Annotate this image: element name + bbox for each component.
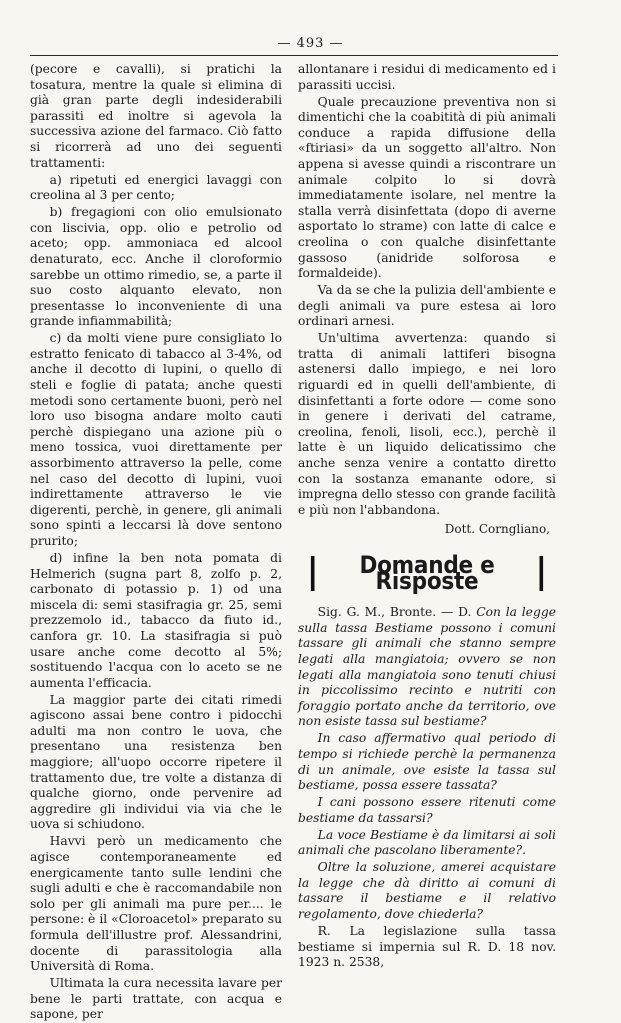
paragraph: d) infine la ben nota pomata di Helmerich (sugna part 8, zolfo p. 2, carbonato di potassio p. 1) od una miscela di: semi stasifragia gr. 25, semi prezzemolo id., tabacco da fiuto id., canfora gr. 10. La stasifragia si può usare anche come decotto al 5%; sostituendo l'acqua con lo aceto se ne aumenta l'efficacia.	[30, 550, 282, 690]
paragraph: Un'ultima avvertenza: quando si tratta di animali lattiferi bisogna astenersi dallo impiego, e nei loro riguardi ed in quelli dell'ambiente, di disinfettanti a forte odore — come sono in genere i derivati del catrame, creolina, fenoli, lisoli, ecc.), perchè il latte è un liquido delicatissimo che anche senza venire a contatto diretto con la sostanza emanante odore, si impregna dello stesso con grande facilità e più non l'abbandona.	[298, 331, 556, 517]
paragraph: allontanare i residui di medicamento ed i parassiti uccisi.	[298, 62, 556, 92]
qa-question: Con la legge sulla tassa Bestiame possono i comuni tassare gli animali che stanno sempre legati alla mangiatoia; ovvero se non legati alla mangiatoia sono tenuti chiusi in piccolissimo recinto e nutriti con foraggio portato anche da territorio, ove non esiste tassa sul bestiame?	[298, 605, 556, 729]
section-heading: Domande e Risposte	[311, 556, 543, 591]
qa-question: Oltre la soluzione, amerei acquistare la legge che dà diritto ai comuni di tassare il bestiame e il relativo regolamento, dove chiederla?	[298, 860, 556, 922]
page-number: — 493 —	[277, 36, 344, 51]
header-rule	[30, 55, 558, 56]
qa-question: La voce Bestiame è da limitarsi ai soli animali che pascolano liberamente?.	[298, 827, 556, 858]
paragraph: Ultimata la cura necessita lavare per bene le parti trattate, con acqua e sapone, per	[30, 976, 282, 1022]
paragraph: (pecore e cavalli), si pratichi la tosatura, mentre la quale si elimina di già gran parte degli indesiderabili parassiti ed inoltre si agevola la successiva azione del farmaco. Ciò fatto si ricorrerà ad uno dei seguenti trattamenti:	[30, 62, 282, 170]
right-column	[298, 62, 556, 971]
qa-question: I cani possono essere ritenuti come bestiame da tassarsi?	[298, 795, 556, 825]
qa-question: In caso affermativo qual periodo di tempo si richiede perchè la permanenza di un animale, ove esiste la tassa sul bestiame, possa essere tassata?	[298, 731, 556, 793]
qa-sender: Sig. G. M., Bronte. — D.	[317, 605, 472, 620]
paragraph: La maggior parte dei citati rimedi agiscono assai bene contro i pidocchi adulti ma non contro le uova, che presentano una resistenza ben maggiore; all'uopo occorre ripetere il trattamento due, tre volte a distanza di qualche giorno, onde pervenire ad aggredire gli individui via via che le uova si schiudono.	[30, 692, 282, 832]
qa-answer: R. La legislazione sulla tassa bestiame si impernia sul R. D. 18 nov. 1923 n. 2538,	[298, 924, 556, 970]
left-column	[30, 62, 282, 1023]
paragraph: Va da se che la pulizia dell'ambiente e degli animali va pure estesa ai loro ordinari arnesi.	[298, 283, 556, 329]
paragraph: Havvi però un medicamento che agisce contemporaneamente ed energicamente tanto sulle lendini che sugli adulti e che è raccomandabile non solo per gli animali ma pure per.... le persone: è il «Cloroacetol» preparato su formula dell'illustre prof. Alessandrini, docente di parassitologia alla Università di Roma.	[30, 834, 282, 974]
paragraph: a) ripetuti ed energici lavaggi con creolina al 3 per cento;	[30, 172, 282, 203]
qa-question-block	[298, 605, 556, 730]
paragraph: b) fregagioni con olio emulsionato con liscivia, opp. olio e petrolio od aceto; opp. ammoniaca ed alcool denaturato, ecc. Anche il cloroformio sarebbe un ottimo rimedio, se, a parte il suo costo alquanto elevato, non presentasse lo inconveniente di una grande infiammabilità;	[30, 205, 282, 329]
author-signature: Dott. Corngliano,	[444, 522, 550, 537]
paragraph: c) da molti viene pure consigliato lo estratto fenicato di tabacco al 3-4%, od anche il decotto di lupini, o quello di steli e foglie di patata; anche questi metodi sono certamente buoni, però nel loro uso bisogna andare molto cauti perchè dispiegano una azione più o meno tossica, vuoi direttamente per assorbimento attraverso la pelle, come nel caso del decotto di lupini, vuoi indirettamente attraverso le vie digerenti, perchè, in genere, gli animali sono spinti a leccarsi là dove sentono prurito;	[30, 331, 282, 548]
paragraph: Quale precauzione preventiva non si dimentichi che la coabitità di più animali conduce a rapida diffusione della «ftiriasi» da un soggetto all'altro. Non appena si avesse quindi a riscontrare un animale colpito lo si dovrà immediatamente isolare, nel mentre la stalla verrà disinfettata (dopo di averne asportato lo strame) con latte di calce e creolina o con qualche disinfettante gassoso (anidride solforosa e formaldeide).	[298, 94, 556, 281]
